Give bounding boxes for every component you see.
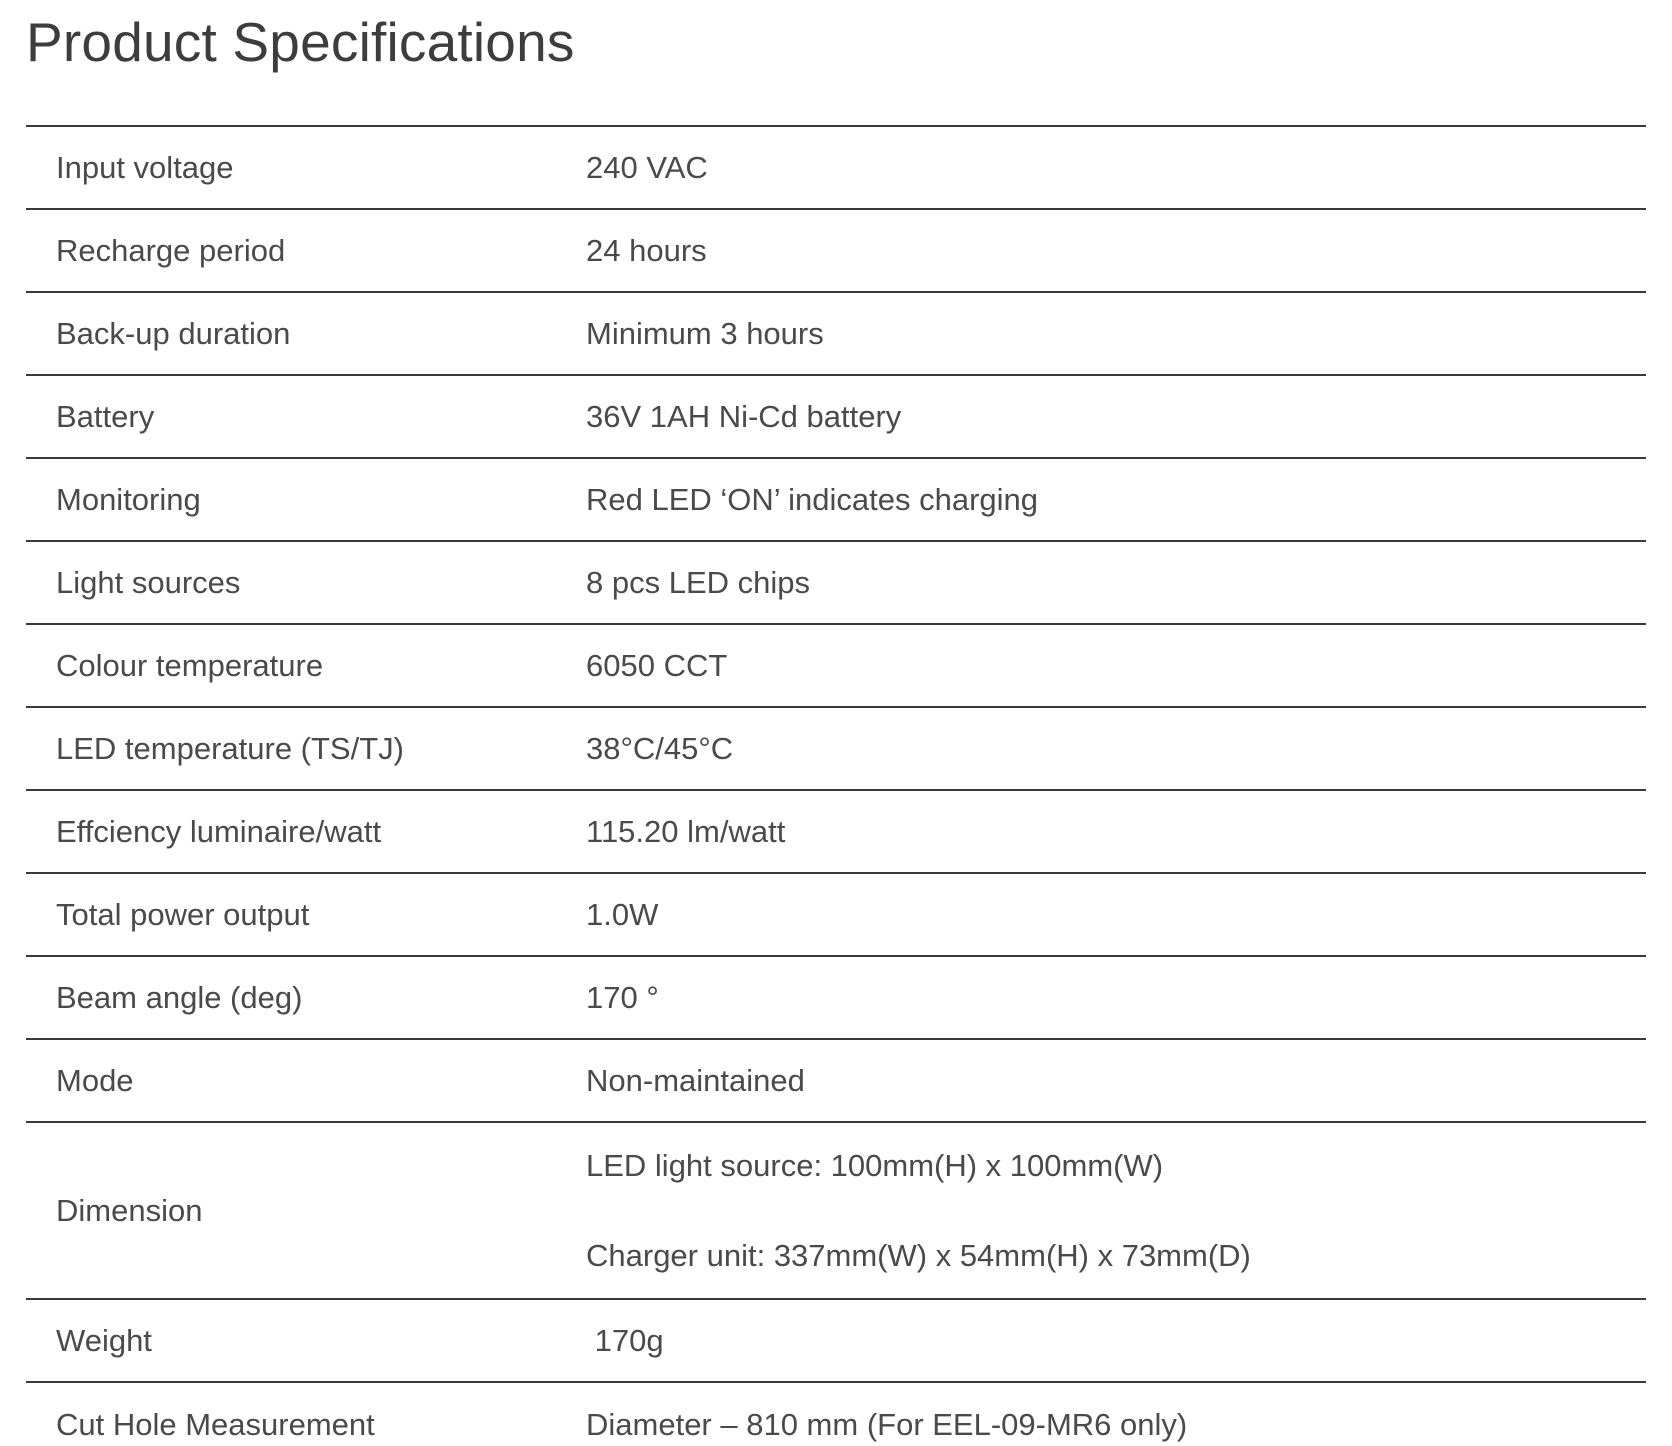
spec-row-colour-temperature <box>26 625 1646 708</box>
spec-value: 24 hours <box>586 232 707 268</box>
spec-label: Back-up duration <box>56 315 291 351</box>
spec-value: 38°C/45°C <box>586 730 734 766</box>
spec-label: Effciency luminaire/watt <box>56 813 382 849</box>
spec-value: 6050 CCT <box>586 647 728 683</box>
spec-value: Diameter – 810 mm (For EEL-09-MR6 only) <box>586 1406 1188 1442</box>
spec-label: Mode <box>56 1062 134 1098</box>
spec-value: 115.20 lm/watt <box>586 813 786 849</box>
spec-value: 240 VAC <box>586 149 708 185</box>
spec-row-battery <box>26 376 1646 459</box>
spec-row-dimension <box>26 1123 1646 1300</box>
spec-value-line: LED light source: 100mm(H) x 100mm(W) <box>586 1147 1164 1183</box>
spec-label: Beam angle (deg) <box>56 979 303 1015</box>
spec-row-efficiency <box>26 791 1646 874</box>
spec-row-led-temperature <box>26 708 1646 791</box>
spec-value: Red LED ‘ON’ indicates charging <box>586 481 1039 517</box>
spec-row-weight <box>26 1300 1646 1383</box>
spec-value: 8 pcs LED chips <box>586 564 810 600</box>
spec-label: Cut Hole Measurement <box>56 1406 375 1442</box>
spec-label: Dimension <box>56 1192 203 1228</box>
spec-label: Colour temperature <box>56 647 324 683</box>
spec-value: 36V 1AH Ni-Cd battery <box>586 398 902 434</box>
spec-row-cut-hole-measurement <box>26 1383 1646 1446</box>
spec-table <box>26 125 1646 1446</box>
spec-value <box>586 1148 1646 1274</box>
spec-value: 170 ° <box>586 979 659 1015</box>
spec-row-mode <box>26 1040 1646 1123</box>
spec-row-light-sources <box>26 542 1646 625</box>
spec-label: Monitoring <box>56 481 201 517</box>
page-title: Product Specifications <box>26 11 575 73</box>
spec-label: Weight <box>56 1322 152 1358</box>
spec-row-input-voltage <box>26 127 1646 210</box>
spec-row-total-power-output <box>26 874 1646 957</box>
spec-value: Non-maintained <box>586 1062 805 1098</box>
spec-label: Light sources <box>56 564 241 600</box>
spec-label: Battery <box>56 398 155 434</box>
spec-value: Minimum 3 hours <box>586 315 824 351</box>
spec-row-monitoring <box>26 459 1646 542</box>
spec-row-backup-duration <box>26 293 1646 376</box>
spec-row-beam-angle <box>26 957 1646 1040</box>
spec-row-recharge-period <box>26 210 1646 293</box>
spec-label: Total power output <box>56 896 310 932</box>
spec-label: Recharge period <box>56 232 286 268</box>
spec-value: 1.0W <box>586 896 659 932</box>
spec-label: Input voltage <box>56 149 234 185</box>
spec-value: 170g <box>586 1322 664 1358</box>
spec-value-line: Charger unit: 337mm(W) x 54mm(H) x 73mm(D) <box>586 1237 1251 1273</box>
spec-label: LED temperature (TS/TJ) <box>56 730 404 766</box>
